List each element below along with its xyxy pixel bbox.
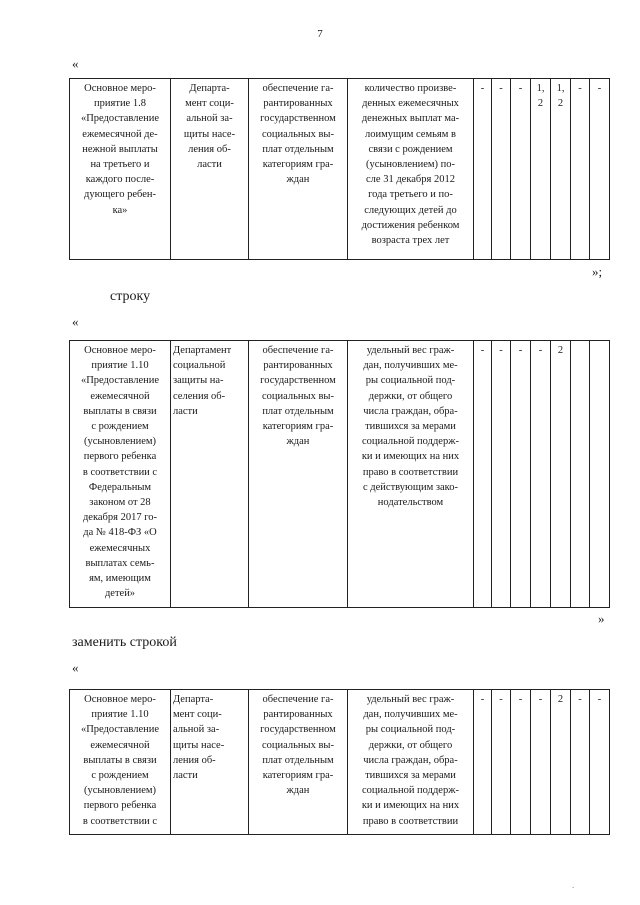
value-cell — [531, 341, 551, 608]
cell-line: «Предоставление — [80, 375, 160, 387]
cell-line: выплаты в связи — [83, 754, 157, 766]
cell-line: числа граждан, обра- — [363, 754, 458, 766]
cell-line: количество произве- — [364, 83, 457, 94]
open-quote: « — [72, 56, 79, 71]
cell-line: - — [480, 83, 485, 94]
cell-line: денных ежемесячных — [362, 98, 459, 110]
department-text — [173, 692, 246, 783]
cell-line: ежемесячной — [90, 390, 150, 402]
cell-line: возраста трех лет — [371, 235, 450, 247]
cell-line: «Предоставление — [80, 113, 160, 125]
open-quote: « — [72, 660, 79, 675]
value-cell — [511, 690, 531, 835]
cell-line: с действующим зако- — [363, 481, 458, 493]
value-cell — [551, 690, 571, 835]
cell-line: обеспечение га- — [262, 694, 334, 705]
cell-line: декабря 2017 го- — [82, 512, 158, 524]
department-cell — [171, 341, 249, 608]
cell-line: 1, — [556, 83, 565, 94]
event-cell — [70, 341, 171, 608]
cell-line: приятие 1.10 — [91, 360, 149, 372]
cell-line: «Предоставление — [80, 724, 160, 736]
cell-line: - — [597, 83, 602, 94]
cell-line: ка» — [112, 204, 128, 216]
cell-line: ежемесячной де- — [82, 128, 158, 140]
cell-line: денежных выплат ма- — [361, 113, 460, 125]
department-text — [173, 81, 246, 172]
cell-line: социальных вы- — [262, 390, 334, 402]
goal-cell — [249, 690, 348, 835]
cell-line: - — [538, 345, 543, 356]
department-cell — [171, 690, 249, 835]
cell-line: - — [480, 345, 485, 356]
cell-line: приятие 1.8 — [94, 98, 146, 110]
cell-line: ям, имеющим — [89, 573, 151, 585]
value-cell — [474, 690, 492, 835]
cell-line: 2 — [557, 98, 564, 110]
cell-line: держки, от общего — [368, 390, 453, 402]
cell-line: связи с рождением — [368, 143, 453, 155]
cell-line: первого ребенка — [83, 451, 157, 463]
instruction-heading: заменить строкой — [72, 635, 177, 650]
cell-line: плат отдельным — [262, 405, 334, 417]
cell-line: защиты на- — [173, 375, 224, 387]
cell-line: ки и имеющих на них — [361, 800, 460, 812]
cell-line: дующего ребен- — [84, 189, 156, 201]
cell-line: 2 — [557, 345, 564, 356]
cell-line: года третьего и по- — [368, 189, 453, 201]
goal-cell — [249, 79, 348, 260]
cell-line: в соответствии с — [82, 466, 158, 478]
cell-line: 2 — [557, 694, 564, 705]
cell-line: плат отдельным — [262, 754, 334, 766]
value-cell — [492, 79, 511, 260]
cell-line: мент соци- — [185, 98, 234, 110]
value-cell — [551, 341, 571, 608]
cell-line: законом от 28 — [89, 497, 151, 509]
goal-text — [251, 343, 345, 449]
cell-line: - — [499, 694, 503, 705]
value-cell — [474, 79, 492, 260]
cell-line: - — [578, 694, 582, 705]
amendment-table-1 — [69, 78, 610, 260]
page-number: 7 — [317, 28, 323, 40]
cell-line: социальной поддерж- — [362, 436, 459, 448]
cell-line: с рождением — [91, 421, 149, 433]
value-cell — [571, 79, 590, 260]
cell-line: ждан — [286, 174, 310, 186]
cell-line: щиты насе- — [183, 128, 236, 140]
cell-line: Основное меро- — [84, 694, 156, 705]
cell-line: нодательством — [377, 497, 444, 509]
cell-line: ждан — [286, 785, 310, 797]
event-text — [72, 81, 168, 218]
value-cell — [590, 341, 610, 608]
scan-mark: . — [572, 880, 575, 890]
cell-line: рантированных — [263, 709, 333, 721]
cell-line: (усыновлением) — [83, 785, 157, 797]
event-text — [72, 692, 168, 829]
cell-line: сле 31 декабря 2012 — [366, 174, 455, 186]
cell-line: 1, — [536, 83, 545, 94]
cell-line: - — [480, 694, 485, 705]
cell-line: выплатах семь- — [85, 557, 155, 569]
amendment-table-3 — [69, 689, 610, 835]
cell-line: государственном — [260, 375, 336, 387]
indicator-cell — [348, 690, 474, 835]
cell-line: ласти — [197, 159, 222, 171]
cell-line: выплаты в связи — [83, 405, 157, 417]
department-cell — [171, 79, 249, 260]
cell-line: ласти — [173, 405, 198, 417]
cell-line: Основное меро- — [84, 345, 156, 356]
cell-line: ки и имеющих на них — [361, 451, 460, 463]
cell-line: Департа- — [173, 694, 214, 705]
cell-line: государственном — [260, 113, 336, 125]
cell-line: обеспечение га- — [262, 83, 334, 94]
cell-line: рантированных — [263, 360, 333, 372]
value-cell — [590, 690, 610, 835]
cell-line: приятие 1.10 — [91, 709, 149, 721]
cell-line: государственном — [260, 724, 336, 736]
cell-line: ежемесячных — [89, 542, 151, 554]
instruction-heading: строку — [110, 289, 151, 304]
close-quote: » — [598, 611, 605, 626]
cell-line: категориям гра- — [262, 159, 334, 171]
cell-line: - — [578, 83, 582, 94]
cell-line: лоимущим семьям в — [365, 128, 456, 140]
value-cell — [511, 341, 531, 608]
event-text — [72, 343, 168, 601]
cell-line: - — [499, 345, 503, 356]
cell-line: тившихся за мерами — [365, 770, 456, 782]
cell-line: - — [518, 345, 523, 356]
cell-line: ждан — [286, 436, 310, 448]
cell-line: каждого после- — [85, 174, 155, 186]
cell-line: Департа- — [189, 83, 230, 94]
value-cell — [531, 690, 551, 835]
cell-line: социальных вы- — [262, 128, 334, 140]
department-text — [173, 343, 246, 419]
cell-line: удельный вес граж- — [366, 694, 455, 705]
cell-line: дан, получивших ме- — [363, 709, 458, 721]
cell-line: социальных вы- — [262, 739, 334, 751]
cell-line: - — [518, 694, 523, 705]
cell-line: плат отдельным — [262, 143, 334, 155]
cell-line: первого ребенка — [83, 800, 157, 812]
cell-line: ления об- — [188, 143, 231, 155]
value-cell — [474, 341, 492, 608]
cell-line: ления об- — [173, 754, 216, 766]
cell-line: с рождением — [91, 770, 149, 782]
value-cell — [492, 341, 511, 608]
cell-line: (усыновлением) по- — [365, 159, 456, 171]
indicator-cell — [348, 79, 474, 260]
cell-line: - — [597, 694, 602, 705]
cell-line: социальной — [173, 360, 226, 372]
cell-line: (усыновлением) — [83, 436, 157, 448]
value-cell — [551, 79, 571, 260]
cell-line: в соответствии с — [82, 815, 158, 827]
cell-line: держки, от общего — [368, 739, 453, 751]
cell-line: ры социальной под- — [365, 375, 456, 387]
cell-line: ласти — [173, 770, 198, 782]
cell-line: следующих детей до — [364, 204, 457, 216]
cell-line: ры социальной под- — [365, 724, 456, 736]
amendment-table-2 — [69, 340, 610, 608]
goal-text — [251, 81, 345, 187]
indicator-text — [350, 343, 471, 510]
goal-text — [251, 692, 345, 798]
open-quote: « — [72, 314, 79, 329]
cell-line: мент соци- — [173, 709, 222, 721]
value-cell — [571, 690, 590, 835]
cell-line: право в соответствии — [362, 466, 459, 478]
event-cell — [70, 690, 171, 835]
value-cell — [590, 79, 610, 260]
cell-line: щиты насе- — [173, 739, 225, 751]
cell-line: детей» — [104, 588, 136, 600]
cell-line: селения об- — [173, 390, 226, 402]
indicator-text — [350, 81, 471, 248]
value-cell — [571, 341, 590, 608]
cell-line: удельный вес граж- — [366, 345, 455, 356]
cell-line: - — [518, 83, 523, 94]
cell-line: числа граждан, обра- — [363, 405, 458, 417]
cell-line: право в соответствии — [362, 815, 459, 827]
indicator-cell — [348, 341, 474, 608]
cell-line: - — [499, 83, 503, 94]
cell-line: Департамент — [173, 345, 232, 356]
cell-line: 2 — [537, 98, 544, 110]
value-cell — [531, 79, 551, 260]
cell-line: альной за- — [186, 113, 233, 125]
cell-line: Основное меро- — [84, 83, 156, 94]
cell-line: на третьего и — [90, 159, 150, 171]
cell-line: да № 418-ФЗ «О — [83, 527, 157, 539]
cell-line: нежной выплаты — [82, 143, 158, 155]
value-cell — [511, 79, 531, 260]
cell-line: социальной поддерж- — [362, 785, 459, 797]
cell-line: категориям гра- — [262, 770, 334, 782]
cell-line: рантированных — [263, 98, 333, 110]
cell-line: дан, получивших ме- — [363, 360, 458, 372]
close-quote: »; — [592, 264, 603, 279]
goal-cell — [249, 341, 348, 608]
value-cell — [492, 690, 511, 835]
cell-line: Федеральным — [88, 481, 152, 493]
cell-line: ежемесячной — [90, 739, 150, 751]
cell-line: - — [538, 694, 543, 705]
indicator-text — [350, 692, 471, 829]
cell-line: категориям гра- — [262, 421, 334, 433]
cell-line: достижения ребенком — [361, 219, 460, 231]
cell-line: обеспечение га- — [262, 345, 334, 356]
cell-line: тившихся за мерами — [365, 421, 456, 433]
event-cell — [70, 79, 171, 260]
cell-line: альной за- — [173, 724, 220, 736]
